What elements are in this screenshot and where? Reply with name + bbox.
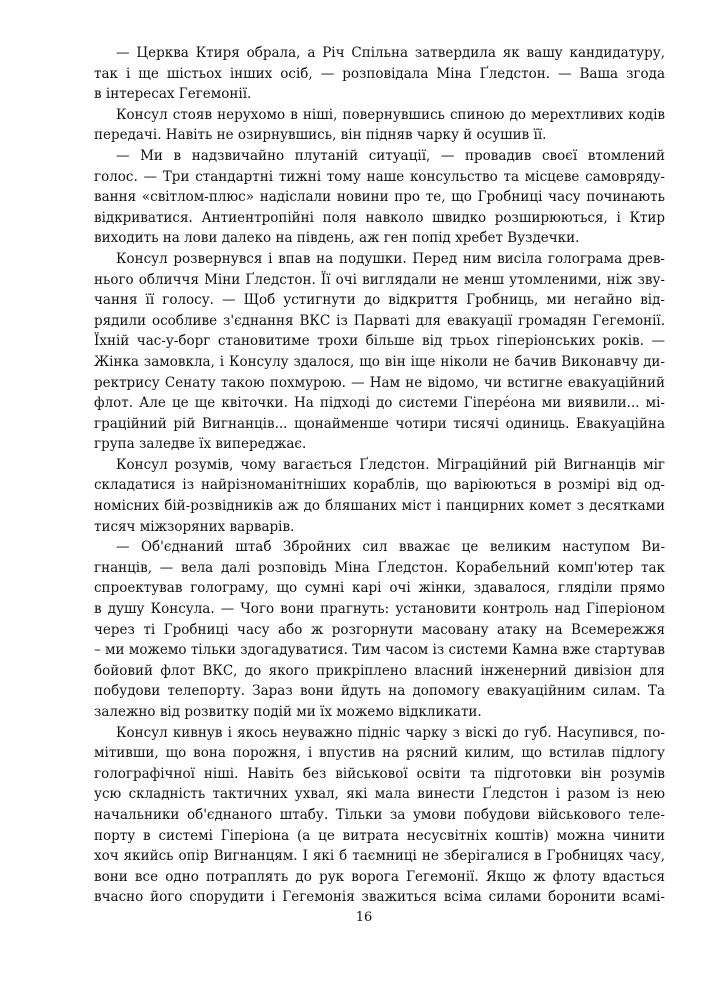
text-line: усю складність тактичних ухвал, які мала винести Ґледстон і разом із нею <box>94 786 665 803</box>
text-line: номісних бій-розвідників аж до бляшаних міст і панцирних комет з десятками <box>94 498 665 515</box>
text-line: Їхній час-у-борг становитиме трохи більше від трьох гіперіонських років. — <box>94 333 665 350</box>
text-line: тисяч міжзоряних варварів. <box>94 518 295 535</box>
text-line: порту в системі Гіперіона (а це витрата несусвітніх коштів) можна чинити <box>94 827 665 844</box>
text-line: гнанців, — вела далі розповідь Міна Ґледстон. Корабельний комп'ютер так <box>94 559 665 576</box>
text-line: бойовий флот ВКС, до якого прикріплено власний інженерний дивізіон для <box>94 662 665 679</box>
text-line: в інтересах Гегемонії. <box>94 86 252 103</box>
text-line: відкриватися. Антиентропійні поля навколо швидко розширюються, і Ктир <box>94 209 665 226</box>
text-line: хоч якийсь опір Вигнанцям. І які б таємниці не зберігалися в Гробницях часу, <box>94 848 665 865</box>
text-line: рядили особливе з'єднання ВКС із Парваті для евакуації громадян Гегемонії. <box>94 312 665 329</box>
text-line: Консул кивнув і якось неуважно підніс чарку з віскі до губ. Насупився, по- <box>116 724 665 741</box>
text-line: чання її голосу. — Щоб устигнути до відкриття Гробниць, ми негайно від- <box>94 292 665 309</box>
text-line: голос. — Три стандартні тижні тому наше консульство та місцеве самовряду- <box>94 168 665 185</box>
text-line: начальники об'єднаного штабу. Тільки за умови побудови військового теле- <box>94 806 665 823</box>
text-line: – ми можемо тільки здогадуватися. Тим часом із системи Камна вже стартував <box>94 642 665 659</box>
text-line: флот. Але це ще квіточки. На підході до системи Гіпеpéона ми виявили... мі- <box>94 395 665 412</box>
text-line: побудови телепорту. Зараз вони йдуть на допомогу евакуаційним силам. Та <box>94 683 665 700</box>
text-line: група заледве їх випереджає. <box>94 436 307 453</box>
text-line: так і ще шістьох інших осіб, — розповідала Міна Ґледстон. — Ваша згода <box>94 65 665 82</box>
text-line: ректрису Сенату такою похмурою. — Нам не відомо, чи встигне евакуаційний <box>94 374 665 391</box>
text-line: Консул розумів, чому вагається Ґледстон. Міграційний рій Вигнанців міг <box>116 456 665 473</box>
text-line: залежно від розвитку подій ми їх можемо відкликати. <box>94 704 482 720</box>
text-line: через ті Гробниці часу або ж розгорнути масовану атаку на Всемережжя <box>94 621 665 638</box>
text-line: Консул розвернувся і впав на подушки. Перед ним висіла голограма древ- <box>116 250 665 267</box>
text-line: Консул стояв нерухомо в ніші, повернувшись спиною до мерехтливих кодів <box>116 106 665 123</box>
text-line: Жінка замовкла, і Консулу здалося, що він іще ніколи не бачив Виконавчу ди- <box>94 353 665 370</box>
text-line: виходить на лови далеко на південь, аж ген попід хребет Вуздечки. <box>94 230 580 247</box>
text-line: голографічної ніші. Навіть без військової освіти та підготовки він розумів <box>94 765 665 782</box>
text-line: мітивши, що вона порожня, і впустив на рясний килим, що встилав підлогу <box>94 745 665 762</box>
text-line: — Об'єднаний штаб Збройних сил вважає це великим наступом Ви- <box>116 539 665 556</box>
text-line: — Церква Ктиря обрала, а Річ Спільна затвердила як вашу кандидатуру, <box>116 45 665 61</box>
text-line: передачі. Навіть не озирнувшись, він підняв чарку й осушив її. <box>94 127 547 144</box>
page-number: 16 <box>355 910 373 925</box>
text-line: вчасно його спорудити і Гегемонія зважиться всіма силами боронити всамі- <box>94 889 665 906</box>
text-line: нього обличчя Міни Ґледстон. Її очі виглядали не менш утомленими, ніж зву- <box>94 271 665 288</box>
body-text <box>94 43 665 908</box>
text-line: — Ми в надзвичайно плутаній ситуації, — провадив своєї втомлений <box>116 147 665 164</box>
text-line: складатися із найрізноманітніших кораблів, що варіюються в розмірі від од- <box>94 477 665 494</box>
text-line: вони все одно потраплять до рук ворога Гегемонії. Якщо ж флоту вдасться <box>94 868 665 885</box>
text-line: вання «світлом-плюс» надіслали новини про те, що Гробниці часу починають <box>94 189 665 206</box>
text-line: в душу Консула. — Чого вони прагнуть: установити контроль над Гіперіоном <box>94 601 665 618</box>
text-line: спроектував голограму, що сумні карі очі жінки, здавалося, гляділи прямо <box>94 580 665 597</box>
text-line: граційний рій Вигнанців... щонайменше чотири тисячі одиниць. Евакуаційна <box>94 415 665 432</box>
